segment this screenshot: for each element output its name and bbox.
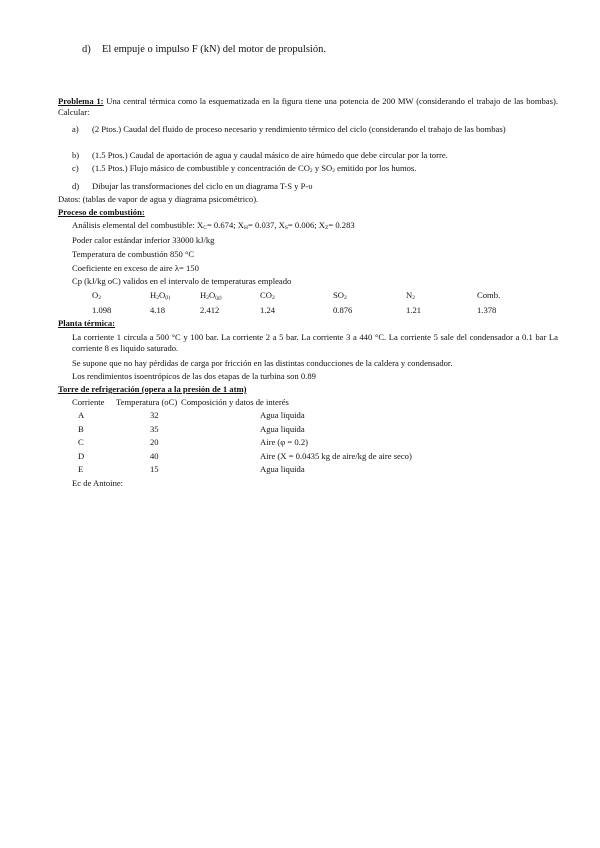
cp-value-h2o-l: 4.18 — [150, 305, 166, 315]
fuel-analysis-label: Análisis elemental del combustible: X — [72, 220, 204, 230]
fuel-analysis — [72, 220, 355, 232]
top-item-marker: d) — [82, 44, 91, 55]
list-item-b: (1.5 Ptos.) Caudal de aportación de agua y caudal másico de aire húmedo que debe circular por la torre. — [92, 150, 448, 160]
list-marker-c: c) — [72, 163, 79, 173]
torre-header-temperatura: Temperatura (oC) — [116, 397, 178, 407]
problem-heading: Problema 1: — [58, 96, 104, 106]
list-item-a: (2 Ptos.) Caudal del fluido de proceso necesario y rendimiento térmico del ciclo (considerando el trabajo de las bombas) — [92, 124, 506, 134]
problem-intro — [58, 96, 558, 117]
xs-subscript: S — [284, 225, 288, 231]
cp-header-o2: $O_2$ — [92, 290, 101, 301]
list-item-c-text-1: (1.5 Ptos.) Flujo másico de combustible y concentración de CO — [92, 163, 310, 173]
torre-heading: Torre de refrigeración (opera a la presión de 1 atm) — [58, 384, 247, 394]
xc-subscript: C — [203, 225, 207, 231]
torre-row-a-comp: Agua liquida — [260, 410, 305, 420]
xz-value: = 0.283 — [328, 220, 355, 230]
planta-paragraph-2: Se supone que no hay pérdidas de carga por fricción en las distintas conducciones de la caldera y condensador. — [72, 358, 453, 368]
so2-subscript: 2 — [332, 168, 336, 174]
torre-row-d-label: D — [78, 451, 85, 461]
planta-paragraph-1: La corriente 1 circula a 500 °C y 100 bar. La corriente 2 a 5 bar. La corriente 3 a 440 °C. La corriente 5 sale del condensador a 0.1 bar La corriente 8 es liquido saturado. — [72, 332, 558, 353]
xh-subscript: H — [244, 225, 248, 231]
cp-header-co2: $CO_2$ — [260, 290, 275, 301]
xs-value: = 0.006; X — [287, 220, 325, 230]
torre-row-e-label: E — [78, 464, 84, 474]
planta-heading: Planta térmica: — [58, 318, 116, 328]
list-marker-d: d) — [72, 181, 80, 191]
coeficiente-exceso: Coeficiente en exceso de aire λ= 150 — [72, 263, 199, 273]
poder-calorifico: Poder calor estándar inferior 33000 kJ/kg — [72, 235, 215, 245]
cp-value-o2: 1.098 — [92, 305, 112, 315]
antoine-equation-label: Ec de Antoine: — [72, 478, 124, 488]
cp-value-co2: 1.24 — [260, 305, 276, 315]
list-item-d: Dibujar las transformaciones del ciclo en un diagrama T-S y P-υ — [92, 181, 313, 191]
torre-row-c-temp: 20 — [150, 437, 159, 447]
torre-row-c-label: C — [78, 437, 84, 447]
torre-row-b-comp: Agua liquida — [260, 424, 305, 434]
planta-paragraph-3: Los rendimientos isoentrópicos de las dos etapas de la turbina son 0.89 — [72, 371, 316, 381]
list-marker-a: a) — [72, 124, 79, 134]
list-item-c-text-3: emitido por los humos. — [335, 163, 417, 173]
cp-value-comb: 1.378 — [477, 305, 497, 315]
top-item — [82, 43, 326, 56]
xh-value: = 0.037, X — [248, 220, 285, 230]
torre-header-corriente: Corriente — [72, 397, 105, 407]
torre-row-e-temp: 15 — [150, 464, 159, 474]
co2-subscript: 2 — [309, 168, 313, 174]
torre-row-d-comp: Aire (X = 0.0435 kg de aire/kg de aire seco) — [260, 451, 412, 461]
top-item-text: El empuje o impulso F (kN) del motor de propulsión. — [102, 44, 326, 55]
torre-header-composicion: Composición y datos de interés — [181, 397, 289, 407]
torre-row-c-comp: Aire (φ = 0.2) — [260, 437, 308, 447]
torre-row-b-label: B — [78, 424, 84, 434]
torre-row-b-temp: 35 — [150, 424, 159, 434]
cp-header-h2o-g: $H_2O_{(g)}$ — [200, 290, 222, 301]
cp-value-n2: 1.21 — [406, 305, 422, 315]
list-item-c-text-2: y SO — [312, 163, 333, 173]
combustion-heading: Proceso de combustión: — [58, 207, 145, 217]
cp-label: Cp (kJ/kg oC) validos en el intervalo de temperaturas empleado — [72, 276, 292, 286]
torre-row-a-temp: 32 — [150, 410, 159, 420]
xc-value: = 0.674; X — [206, 220, 245, 230]
torre-row-a-label: A — [78, 410, 85, 420]
xz-subscript: Z — [324, 225, 329, 231]
torre-row-d-temp: 40 — [150, 451, 159, 461]
cp-header-n2: $N_2$ — [406, 290, 415, 301]
torre-row-e-comp: Agua liquida — [260, 464, 305, 474]
problem-intro-text: Una central térmica como la esquematizada en la figura tiene una potencia de 200 MW (considerando el trabajo de las bombas). Calcular: — [58, 96, 558, 117]
cp-header-comb: Comb. — [477, 290, 501, 300]
list-marker-b: b) — [72, 150, 80, 160]
datos-line: Datos: (tablas de vapor de agua y diagrama psicométrico). — [58, 194, 259, 204]
cp-header-h2o-l: $H_2O_{(l)}$ — [150, 290, 171, 301]
list-item-c — [92, 163, 416, 175]
cp-value-h2o-g: 2.412 — [200, 305, 220, 315]
temperatura-combustion: Temperatura de combustión 850 °C — [72, 249, 195, 259]
cp-value-so2: 0.876 — [333, 305, 353, 315]
cp-header-so2: $SO_2$ — [333, 290, 347, 301]
